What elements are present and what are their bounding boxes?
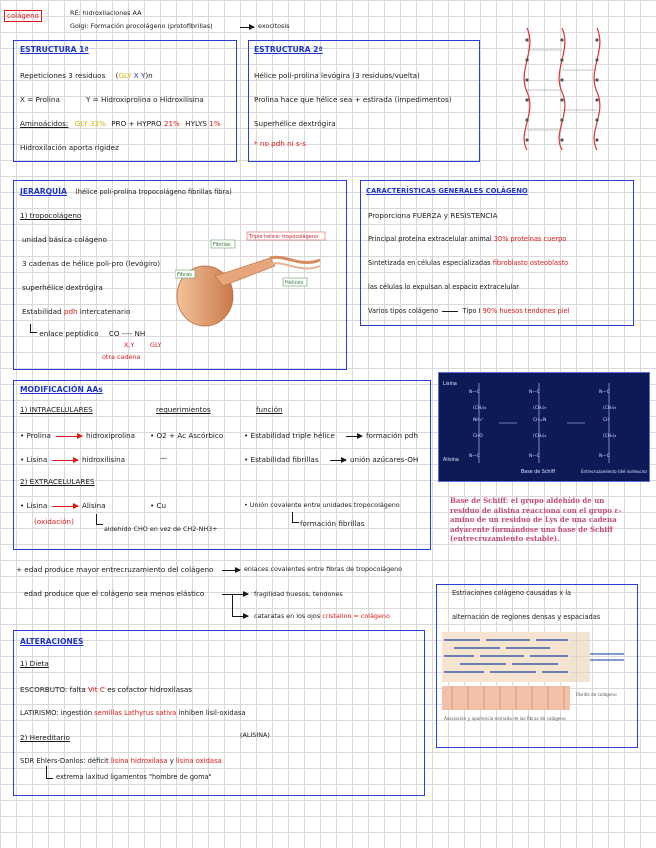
svg-text:N—C: N—C [529,454,540,459]
r1-req: • O2 + Ac Ascórbico [150,431,224,440]
jerarquia-line1: unidad básica colágeno [22,235,107,244]
r2-hidroxilisina: hidroxilisina [82,455,126,464]
formula-x: X [133,71,139,80]
r1-hidroxiprolina: hidroxiprolina [86,431,136,440]
svg-text:N—C: N—C [599,454,610,459]
helix-strand [270,257,320,262]
residue-dot [560,118,563,121]
tipo-i-percent: 90% huesos tendones piel [482,307,570,315]
star-icon: * [254,139,258,148]
latirismo-post: inhiben lisil-oxidasa [178,709,246,717]
helix-strand [270,263,320,268]
svg-text:NH₃⁺: NH₃⁺ [473,418,484,423]
varios-tipos: Varios tipos colágeno [368,307,439,315]
alteraciones-title: ALTERACIONES [20,637,84,646]
caracteristicas-line5 [368,308,569,315]
bracket-icon [96,514,103,525]
header-re: RE: hidroxilaciones AA [70,9,142,17]
r3-oxidacion: (oxidación) [34,517,74,526]
estructura1-line2y: Y = Hidroxiprolina o Hidroxilisina [86,95,204,104]
caracteristicas-title: CARACTERÍSTICAS GENERALES COLÁGENO [366,187,528,195]
co-nh-bond: CO ---- NH [108,329,146,338]
arrow-icon [52,506,78,507]
pdh-label: pdh [63,307,78,316]
schiff-label-entrecruz: Entrecruzamiento (del norleucina) [581,469,647,474]
estructura1-line1-text: Repeticiones 3 residuos [20,71,106,80]
xy-label: X,Y [124,341,135,349]
residue-dot [525,78,528,81]
r3-fun: • Unión covalente entre unidades tropocolágeno [244,501,400,509]
aminoacidos-label: Aminoácidos: [20,119,69,128]
cristalino-label: cristalino = colágeno [322,612,390,620]
estructura2-title: ESTRUCTURA 2ª [254,45,323,54]
col-requerimientos: requerimientos [156,405,211,414]
residue-dot [560,138,563,141]
triple-helix-figure [512,20,622,160]
edad-line2: edad produce que el colágeno sea menos elástico [24,589,205,598]
caracteristicas-line1: Proporciona FUERZA y RESISTENCIA [368,211,498,220]
residue-dot [560,98,563,101]
estructura2-line1: Hélice poli-prolina levógira (3 residuos/vuelta) [254,71,420,80]
fig-label-fibras: Fibras [177,272,192,278]
arrow-icon [346,436,362,437]
svg-text:N—C: N—C [599,390,610,395]
residue-dot [560,58,563,61]
alisina-note: (ALISINA) [240,731,270,739]
fig-label-triple: Triple hélice: tropocolágeno [249,234,319,240]
residue-dot [595,78,598,81]
jerarquia-title: JERARQUÍA [20,187,67,196]
fig-label-helices: Hélices [285,280,304,286]
r1-res-text: formación pdh [366,431,419,440]
estriaciones-figure [440,630,634,732]
estabilidad-label: Estabilidad [22,307,62,316]
residue-dot [525,98,528,101]
schiff-diagram [439,373,647,479]
lathyrus-label: semillas Lathyrus sativa [94,709,177,717]
arrow-icon [222,594,248,595]
edad-line1-res: enlaces covalentes entre fibras de tropocolágeno [244,565,403,573]
header-exocitosis: exocitosis [258,22,290,30]
arrow-icon [442,311,458,312]
bracket-icon [46,766,53,779]
formula-close: )n [145,71,153,80]
arrow-icon [52,460,78,461]
gly-percent: GLY 33% [74,119,106,128]
r2-fun: • Estabilidad fibrillas [244,455,319,464]
svg-text:(CH₂)₄: (CH₂)₄ [473,406,487,411]
escorbuto-label: ESCORBUTO: falta [20,685,86,694]
helix-strand-1 [524,28,530,150]
alteraciones-dieta: 1) Dieta [20,659,49,668]
tipo-i: Tipo I [462,307,481,315]
header-golgi: Golgi: Formación procolágeno (protofibrillas) [70,22,213,30]
estructura2-line4-text: no pdh ni s-s [259,139,307,148]
fibril-strand [215,258,275,286]
sdr-label: SDR Ehlers-Danlos: déficit [20,757,109,765]
bracket-line [232,594,233,616]
jerarquia-line5 [30,330,145,337]
jerarquia-line4 [22,308,130,315]
sintetizada-label: Sintetizada en células especializadas [368,259,491,267]
lisina-hidroxilasa: lisina hidroxilasa [110,757,168,765]
residue-dot [595,98,598,101]
r2-req: — [160,453,168,462]
estructura1-line3 [20,120,221,127]
otra-cadena: otra cadena [102,353,141,361]
schiff-figure [438,372,650,482]
fiber-figure [175,228,335,328]
caracteristicas-line2 [368,236,566,243]
jerarquia-item1: 1) tropocolágeno [20,211,82,220]
svg-text:(CH₂)₃: (CH₂)₃ [533,406,547,411]
hylys-label: HYLYS [185,119,207,128]
r3-fun2: formación fibrillas [300,519,365,528]
estriaciones-fig-label-a: Asociación y apariencia estriada de las fibras de colágeno [444,716,566,721]
r2-res: unión azúcares-OH [350,455,419,464]
estructura2-line3: Superhélice dextrógira [254,119,336,128]
percent-proteinas: 30% proteínas cuerpo [493,235,567,243]
hylys-percent: 1% [209,119,221,128]
arrow-icon [56,436,82,437]
residue-dot [525,58,528,61]
edad-line1: + edad produce mayor entrecruzamiento del colágeno [16,565,214,574]
r3-lisina: • Lisina [20,501,48,510]
estructura2-line2: Prolina hace que hélice sea + estirada (impedimentos) [254,95,452,104]
sec-intracelulares: 1) INTRACELULARES [20,405,93,414]
schiff-label-lisina: Lisina [443,382,457,387]
caracteristicas-line4: las células lo expulsan al espacio extracelular [368,283,519,291]
jerarquia-line3: superhélice dextrógira [22,283,103,292]
svg-text:(CH₂)₄: (CH₂)₄ [533,434,547,439]
arrow-icon [330,460,346,461]
estriaciones-line2: alternación de regiones densas y espaciadas [452,613,601,621]
modificacion-title: MODIFICACIÓN AAs [20,385,103,394]
svg-text:CHO: CHO [473,434,483,439]
jerarquia-line2: 3 cadenas de hélice poli-pro (levógiro) [22,259,161,268]
formula-y: Y [140,71,146,80]
svg-text:(CH₂)₃: (CH₂)₃ [603,406,617,411]
estructura1-title: ESTRUCTURA 1ª [20,45,89,54]
estructura2-line4 [254,140,306,147]
fig-label-fibrilas: Fibrilas [213,242,231,248]
col-funcion: función [256,405,283,414]
formula-open: ( [115,71,119,80]
escorbuto-post: es cofactor hidroxilasas [107,685,193,694]
vitc-label: Vit C [88,685,105,694]
pro-percent: 21% [163,119,180,128]
estriaciones-fig-label-b: Fibrilla de colágeno [576,692,617,697]
caracteristicas-box [360,180,634,326]
alteraciones-hereditario: 2) Hereditario [20,733,70,742]
sdr-and: y [169,757,174,765]
r1-res [366,432,418,439]
estriaciones-line1: Estriaciones colágeno causadas x la [452,589,572,597]
estructura1-line2x: X = Prolina [20,95,60,104]
helix-strand-2 [559,28,565,150]
svg-text:N—C: N—C [469,454,480,459]
svg-text:CH: CH [603,418,610,423]
latirismo-line [20,710,246,717]
residue-dot [595,38,598,41]
formula-gly: GLY [118,71,132,80]
r3-alisina: Alisina [82,501,106,510]
helix-strand-3 [594,28,600,150]
r3-note: aldehído CHO en vez de CH2-NH3+ [104,525,218,533]
r3-req: • Cu [150,501,167,510]
bracket-icon [292,512,299,523]
residue-dot [595,118,598,121]
residue-dot [595,138,598,141]
arrow-icon [222,570,240,571]
schiff-label-base: Base de Schiff [521,470,556,475]
residue-dot [525,138,528,141]
jerarquia-header [20,188,232,196]
cataratas-label: cataratas en los ojos [254,612,321,620]
jerarquia-chain: (hélice poli-prolina tropocolágeno fibrillas fibra) [75,188,232,196]
svg-text:N—C: N—C [469,390,480,395]
edad-res-b [254,613,390,619]
estructura1-line1 [20,72,153,79]
svg-text:(CH₂)₄: (CH₂)₄ [603,434,617,439]
r1-prolina: • Prolina [20,431,51,440]
svg-text:CH=N: CH=N [533,418,547,423]
caracteristicas-line3 [368,260,568,267]
residue-dot [560,38,563,41]
sec-extracelulares: 2) EXTRACELULARES [20,477,95,486]
sdr-line [20,758,222,765]
estructura1-line4: Hidroxilación aporta rigidez [20,143,119,152]
gly-label: GLY [150,341,162,349]
arrow-icon [232,616,248,617]
principal-proteina: Principal proteína extracelular animal [368,235,492,243]
schiff-label-alisina: Alisina [443,458,459,463]
r2-lisina: • Lisina [20,455,48,464]
colageno-tag-label: colágeno [7,12,39,20]
arrow-icon [240,27,254,28]
sdr-post: extrema laxitud ligamentos "hombre de goma" [56,773,212,781]
latirismo-label: LATIRISMO: ingestión [20,709,93,717]
lisina-oxidasa: lisina oxidasa [175,757,222,765]
intercatenario-label: intercatenario [79,307,131,316]
residue-dot [595,58,598,61]
residue-dot [525,38,528,41]
residue-dot [560,78,563,81]
residue-dot [525,118,528,121]
cell-types: fibroblasto osteoblasto [492,259,569,267]
svg-text:N—C: N—C [529,390,540,395]
schiff-caption: Base de Schiff: el grupo aldehído de un residuo de alisina reacciona con el grupo ε-amino de un residuo de Lys de una cadena adyacente formándose una base de Schiff (entrecruzamiento estable). [450,496,622,544]
enlace-peptidico: enlace peptídico [39,329,99,338]
r1-fun: • Estabilidad triple hélice [244,431,335,440]
edad-res-a: fragilidad huesos, tendones [254,590,343,598]
pro-label: PRO + HYPRO [111,119,162,128]
colageno-tag [4,10,42,22]
escorbuto-line [20,686,192,693]
